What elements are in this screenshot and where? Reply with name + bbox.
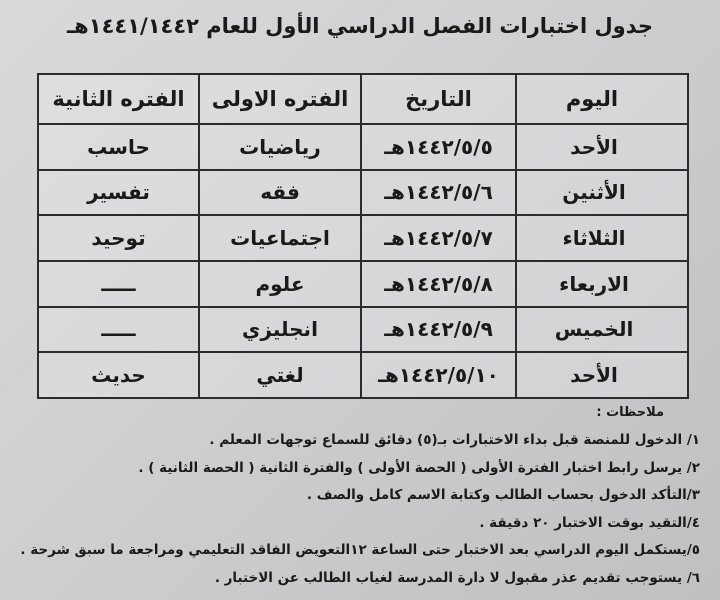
row-date: ١٤٤٢/٥/٧هـ [361,215,516,261]
row-period1: علوم [199,261,361,307]
header-period1: الفتره الاولى [199,74,361,124]
row-period2: توحيد [38,215,199,261]
note-item: ٥/يستكمل اليوم الدراسي بعد الاختبار حتى الساعة ١٢التعويض الفاقد التعليمي ومراجعة ما سبق شرحة . [20,542,700,558]
row-day: الأثنين [516,170,688,216]
table-header-row [38,74,688,124]
row-day: الخميس [516,307,688,353]
header-period2: الفتره الثانية [38,74,199,124]
row-day: الأحد [516,124,688,170]
header-date: التاريخ [361,74,516,124]
row-date: ١٤٤٢/٥/٦هـ [361,170,516,216]
row-period1: فقه [199,170,361,216]
row-period2: تفسير [38,170,199,216]
table-row [38,307,688,353]
row-date: ١٤٤٢/٥/٨هـ [361,261,516,307]
row-date: ١٤٤٢/٥/١٠هـ [361,352,516,398]
row-day: الأحد [516,352,688,398]
note-item: ٤/التقيد بوقت الاختبار ٢٠ دقيقة . [479,515,700,531]
row-period2: ـــــ [38,261,199,307]
table-row [38,124,688,170]
row-period2: حاسب [38,124,199,170]
notes-title: ملاحظات : [596,405,664,420]
header-day: اليوم [516,74,688,124]
note-item: ٦/ يستوجب تقديم عذر مقبول لا دارة المدرسة لغياب الطالب عن الاختبار . [214,570,700,586]
row-period2: ـــــ [38,307,199,353]
row-period1: اجتماعيات [199,215,361,261]
row-period1: انجليزي [199,307,361,353]
note-item: ٢/ يرسل رابط اختبار الفترة الأولى ( الحصة الأولى ) والفترة الثانية ( الحصة الثانية ) . [138,460,700,476]
table-row [38,261,688,307]
row-period1: لغتي [199,352,361,398]
note-item: ١/ الدخول للمنصة قبل بداء الاختبارات بـ(٥) دقائق للسماع توجهات المعلم . [209,432,700,448]
row-day: الثلاثاء [516,215,688,261]
row-period1: رياضيات [199,124,361,170]
table-row [38,170,688,216]
table-row [38,352,688,398]
note-item: ٣/التأكد الدخول بحساب الطالب وكتابة الاسم كامل والصف . [306,487,700,503]
row-date: ١٤٤٢/٥/٥هـ [361,124,516,170]
exam-schedule-table [37,73,689,399]
table-row [38,215,688,261]
schedule-title: جدول اختبارات الفصل الدراسي الأول للعام ١٤٤١/١٤٤٢هـ [67,14,653,38]
row-day: الاربعاء [516,261,688,307]
row-period2: حديث [38,352,199,398]
row-date: ١٤٤٢/٥/٩هـ [361,307,516,353]
